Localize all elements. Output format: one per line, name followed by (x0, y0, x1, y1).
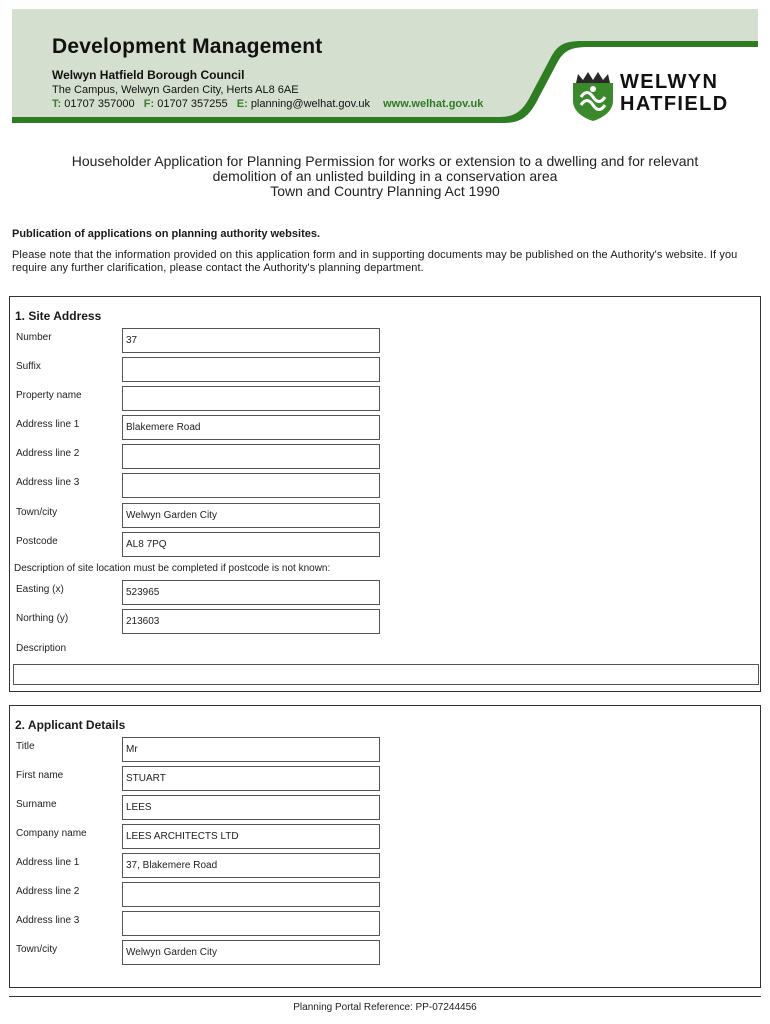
council-crest-icon (570, 71, 616, 121)
logo-line-2: HATFIELD (620, 93, 729, 115)
address-line-3-field[interactable] (122, 911, 380, 936)
first-name-field[interactable]: STUART (122, 766, 380, 791)
field-label: Northing (y) (16, 613, 69, 624)
header-title: Development Management (52, 35, 323, 58)
town-city-field[interactable]: Welwyn Garden City (122, 940, 380, 965)
northing-field[interactable]: 213603 (122, 609, 380, 634)
field-label: Town/city (16, 944, 58, 955)
tel-number: 01707 357000 (64, 98, 135, 110)
number-field[interactable]: 37 (122, 328, 380, 353)
footer-divider (9, 996, 761, 997)
title-field[interactable]: Mr (122, 737, 380, 762)
logo-wordmark (620, 71, 729, 115)
website-link[interactable]: www.welhat.gov.uk (383, 98, 484, 110)
letterhead-banner (12, 9, 758, 130)
field-label: Town/city (16, 507, 58, 518)
applicant-details-section (9, 705, 761, 988)
fax-label: F: (143, 98, 155, 110)
address-line-1-field[interactable]: 37, Blakemere Road (122, 853, 380, 878)
fax-number: 01707 357255 (157, 98, 228, 110)
property-name-field[interactable] (122, 386, 380, 411)
address-line-1-field[interactable]: Blakemere Road (122, 415, 380, 440)
postcode-field[interactable]: AL8 7PQ (122, 532, 380, 557)
site-address-section (9, 296, 761, 692)
field-label: First name (16, 770, 64, 781)
description-field[interactable] (13, 664, 759, 685)
field-label: Address line 1 (16, 857, 80, 868)
title-line-2: demolition of an unlisted building in a conservation area (212, 168, 558, 184)
council-address: The Campus, Welwyn Garden City, Herts AL8 6AE (52, 84, 299, 96)
field-label: Address line 1 (16, 419, 80, 430)
title-line-3: Town and Country Planning Act 1990 (270, 183, 500, 199)
council-name: Welwyn Hatfield Borough Council (52, 68, 245, 82)
field-label: Address line 3 (16, 477, 80, 488)
suffix-field[interactable] (122, 357, 380, 382)
field-label: Property name (16, 390, 82, 401)
field-label: Easting (x) (16, 584, 64, 595)
publication-heading: Publication of applications on planning authority websites. (12, 228, 321, 240)
field-label: Postcode (16, 536, 58, 547)
contact-line (52, 98, 483, 110)
logo-line-1: WELWYN (620, 71, 719, 93)
easting-field[interactable]: 523965 (122, 580, 380, 605)
location-note: Description of site location must be completed if postcode is not known: (14, 563, 331, 574)
field-label: Address line 2 (16, 886, 80, 897)
tel-label: T: (52, 98, 62, 110)
field-label: Number (16, 332, 52, 343)
field-label: Address line 2 (16, 448, 80, 459)
address-line-2-field[interactable] (122, 882, 380, 907)
field-label: Surname (16, 799, 57, 810)
publication-note: Please note that the information provided on this application form and in supporting documents may be published on the Authority's website. If you require any further clarification, please contact the Authority's planning department. (12, 249, 738, 274)
email-label: E: (236, 98, 248, 110)
email-address[interactable]: planning@welhat.gov.uk (250, 98, 371, 110)
application-title (20, 154, 750, 199)
description-label: Description (16, 643, 67, 654)
town-city-field[interactable]: Welwyn Garden City (122, 503, 380, 528)
title-line-1: Householder Application for Planning Permission for works or extension to a dwelling and for relevant (71, 153, 699, 169)
address-line-2-field[interactable] (122, 444, 380, 469)
field-label: Title (16, 741, 35, 752)
portal-reference: Planning Portal Reference: PP-07244456 (293, 1002, 477, 1013)
field-label: Address line 3 (16, 915, 80, 926)
section-title: 2. Applicant Details (15, 718, 126, 732)
field-label: Suffix (16, 361, 41, 372)
field-label: Company name (16, 828, 87, 839)
section-title: 1. Site Address (15, 309, 102, 323)
surname-field[interactable]: LEES (122, 795, 380, 820)
company-name-field[interactable]: LEES ARCHITECTS LTD (122, 824, 380, 849)
address-line-3-field[interactable] (122, 473, 380, 498)
